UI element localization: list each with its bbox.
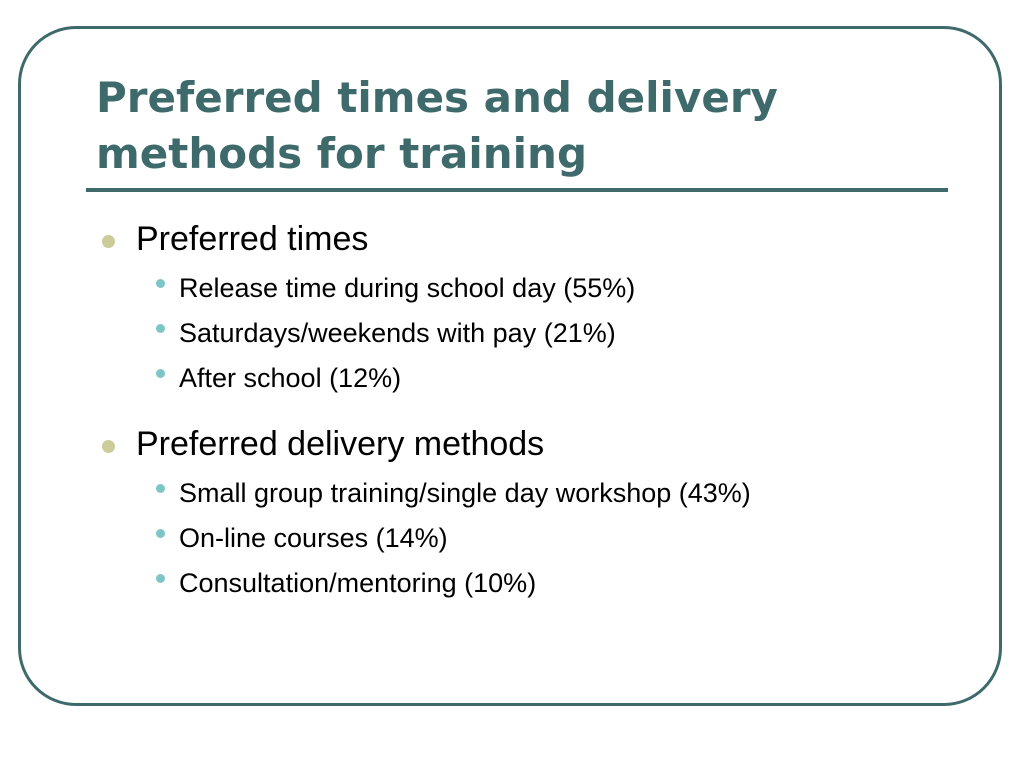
list-item xyxy=(100,266,980,311)
section-preferred-delivery-methods xyxy=(100,421,980,606)
list-item xyxy=(100,311,980,356)
list-item-text: Release time during school day (55%) xyxy=(179,273,636,303)
round-sub-bullet-icon xyxy=(156,529,165,538)
list-item xyxy=(100,516,980,561)
section-items xyxy=(100,266,980,401)
round-bullet-icon xyxy=(102,235,115,248)
round-sub-bullet-icon xyxy=(156,279,165,288)
list-item-text: Small group training/single day workshop (43%) xyxy=(179,478,751,508)
list-item xyxy=(100,561,980,606)
slide-content xyxy=(100,216,980,626)
section-heading-text: Preferred times xyxy=(136,220,369,258)
round-bullet-icon xyxy=(102,440,115,453)
slide-title: Preferred times and delivery methods for training xyxy=(96,73,778,178)
list-item-text: Consultation/mentoring (10%) xyxy=(179,568,537,598)
list-item-text: After school (12%) xyxy=(179,363,402,393)
section-heading-text: Preferred delivery methods xyxy=(136,425,545,463)
list-item-text: On-line courses (14%) xyxy=(179,523,448,553)
round-sub-bullet-icon xyxy=(156,369,165,378)
title-underline xyxy=(86,188,948,192)
section-heading xyxy=(100,421,980,467)
round-sub-bullet-icon xyxy=(156,574,165,583)
section-items xyxy=(100,471,980,606)
list-item xyxy=(100,356,980,401)
round-sub-bullet-icon xyxy=(156,324,165,333)
section-preferred-times xyxy=(100,216,980,401)
round-sub-bullet-icon xyxy=(156,484,165,493)
list-item xyxy=(100,471,980,516)
section-heading xyxy=(100,216,980,262)
list-item-text: Saturdays/weekends with pay (21%) xyxy=(179,318,616,348)
